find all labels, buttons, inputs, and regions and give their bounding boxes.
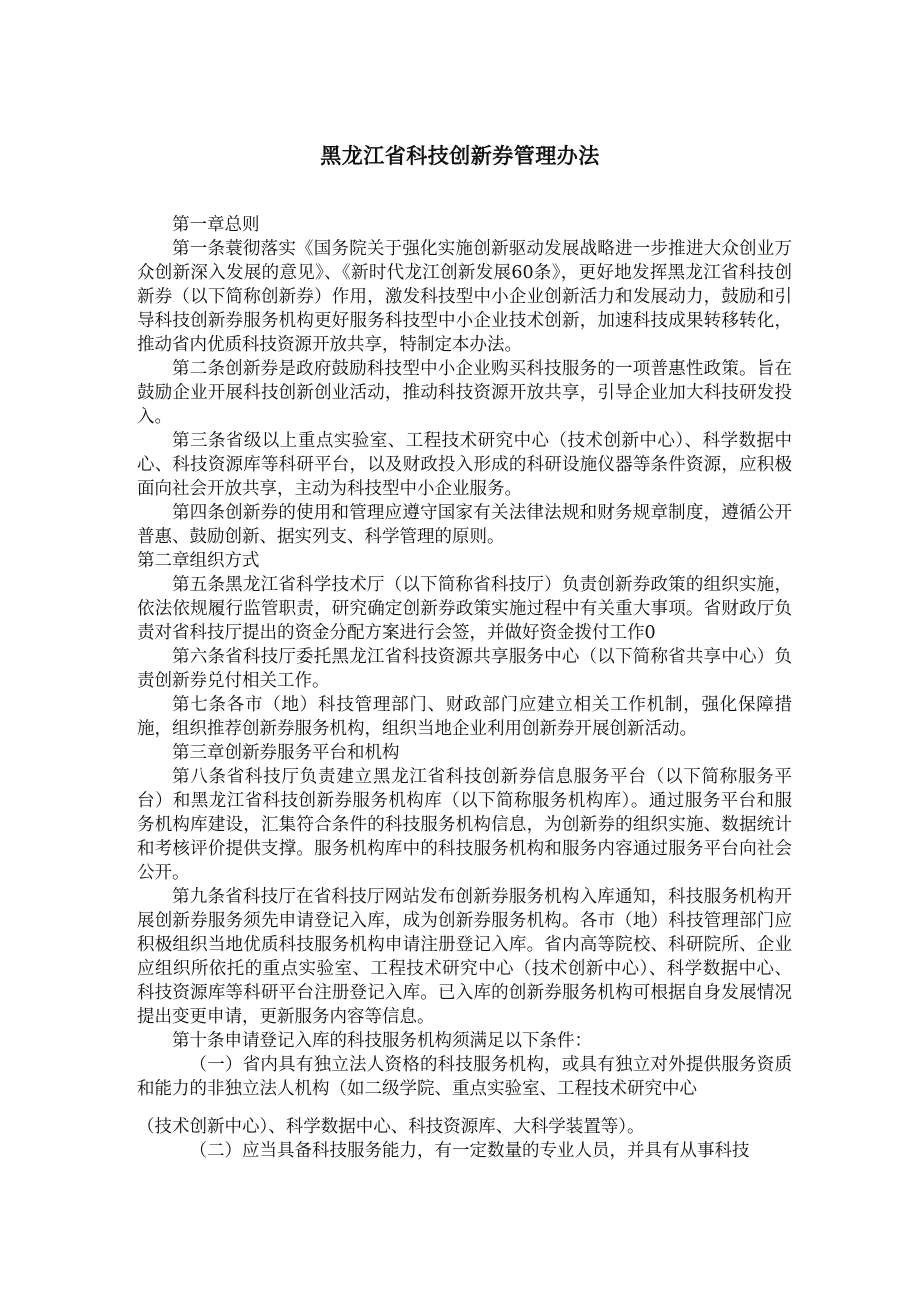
clause-2: （二）应当具备科技服务能力，有一定数量的专业人员，并具有从事科技	[189, 1141, 750, 1161]
article-10: 第十条申请登记入库的科技服务机构须满足以下条件：	[172, 1031, 592, 1051]
article-6: 第六条省科技厅委托黑龙江省科技资源共享服务中心（以下简称省共享中心）负责创新券兑付相关工作。	[137, 647, 792, 691]
chapter-heading-1: 第一章总则	[172, 215, 260, 235]
document-title: 黑龙江省科技创新券管理办法	[320, 144, 600, 168]
document-body	[137, 213, 792, 1163]
article-7: 第七条各市（地）科技管理部门、财政部门应建立相关工作机制，强化保障措施，组织推荐创新券服务机构，组织当地企业利用创新券开展创新活动。	[137, 695, 792, 739]
article-3: 第三条省级以上重点实验室、工程技术研究中心（技术创新中心）、科学数据中心、科技资源库等科研平台，以及财政投入形成的科研设施仪器等条件资源，应积极面向社会开放共享，主动为科技型中小企业服务。	[137, 431, 792, 499]
article-4: 第四条创新券的使用和管理应遵守国家有关法律法规和财务规章制度，遵循公开普惠、鼓励创新、据实列支、科学管理的原则。	[137, 503, 792, 547]
article-2: 第二条创新券是政府鼓励科技型中小企业购买科技服务的一项普惠性政策。旨在鼓励企业开展科技创新创业活动，推动科技资源开放共享，引导企业加大科技研发投入。	[137, 359, 792, 427]
clause-1-continued: （技术创新中心）、科学数据中心、科技资源库、大科学装置等）。	[137, 1117, 645, 1137]
article-8: 第八条省科技厅负责建立黑龙江省科技创新券信息服务平台（以下简称服务平台）和黑龙江省科技创新券服务机构库（以下简称服务机构库）。通过服务平台和服务机构库建设，汇集符合条件的科技服务机构信息，为创新券的组织实施、数据统计和考核评价提供支撑。服务机构库中的科技服务机构和服务内容通过服务平台向社会公开。	[137, 767, 792, 883]
article-9: 第九条省科技厅在省科技厅网站发布创新券服务机构入库通知，科技服务机构开展创新券服务须先申请登记入库，成为创新券服务机构。各市（地）科技管理部门应积极组织当地优质科技服务机构申请注册登记入库。省内高等院校、科研院所、企业应组织所依托的重点实验室、工程技术研究中心（技术创新中心）、科学数据中心、科技资源库等科研平台注册登记入库。已入库的创新券服务机构可根据自身发展情况提出变更申请，更新服务内容等信息。	[137, 887, 792, 1027]
chapter-heading-3: 第三章创新券服务平台和机构	[172, 743, 400, 763]
article-1: 第一条蓑彻落实《国务院关于强化实施创新驱动发展战略进一步推进大众创业万众创新深入发展的意见》、《新时代龙江创新发展60条》，更好地发挥黑龙江省科技创新券（以下简称创新券）作用，激发科技型中小企业创新活力和发展动力，鼓励和引导科技创新券服务机构更好服务科技型中小企业技术创新，加速科技成果转移转化，推动省内优质科技资源开放共享，特制定本办法。	[137, 239, 792, 355]
clause-1: （一）省内具有独立法人资格的科技服务机构，或具有独立对外提供服务资质和能力的非独立法人机构（如二级学院、重点实验室、工程技术研究中心	[137, 1055, 792, 1099]
chapter-heading-2: 第二章组织方式	[137, 551, 260, 571]
article-5: 第五条黑龙江省科学技术厅（以下简称省科技厅）负责创新券政策的组织实施，依法依规履行监管职责，研究确定创新券政策实施过程中有关重大事项。省财政厅负责对省科技厅提出的资金分配方案进行会签，并做好资金拨付工作0	[137, 575, 792, 643]
